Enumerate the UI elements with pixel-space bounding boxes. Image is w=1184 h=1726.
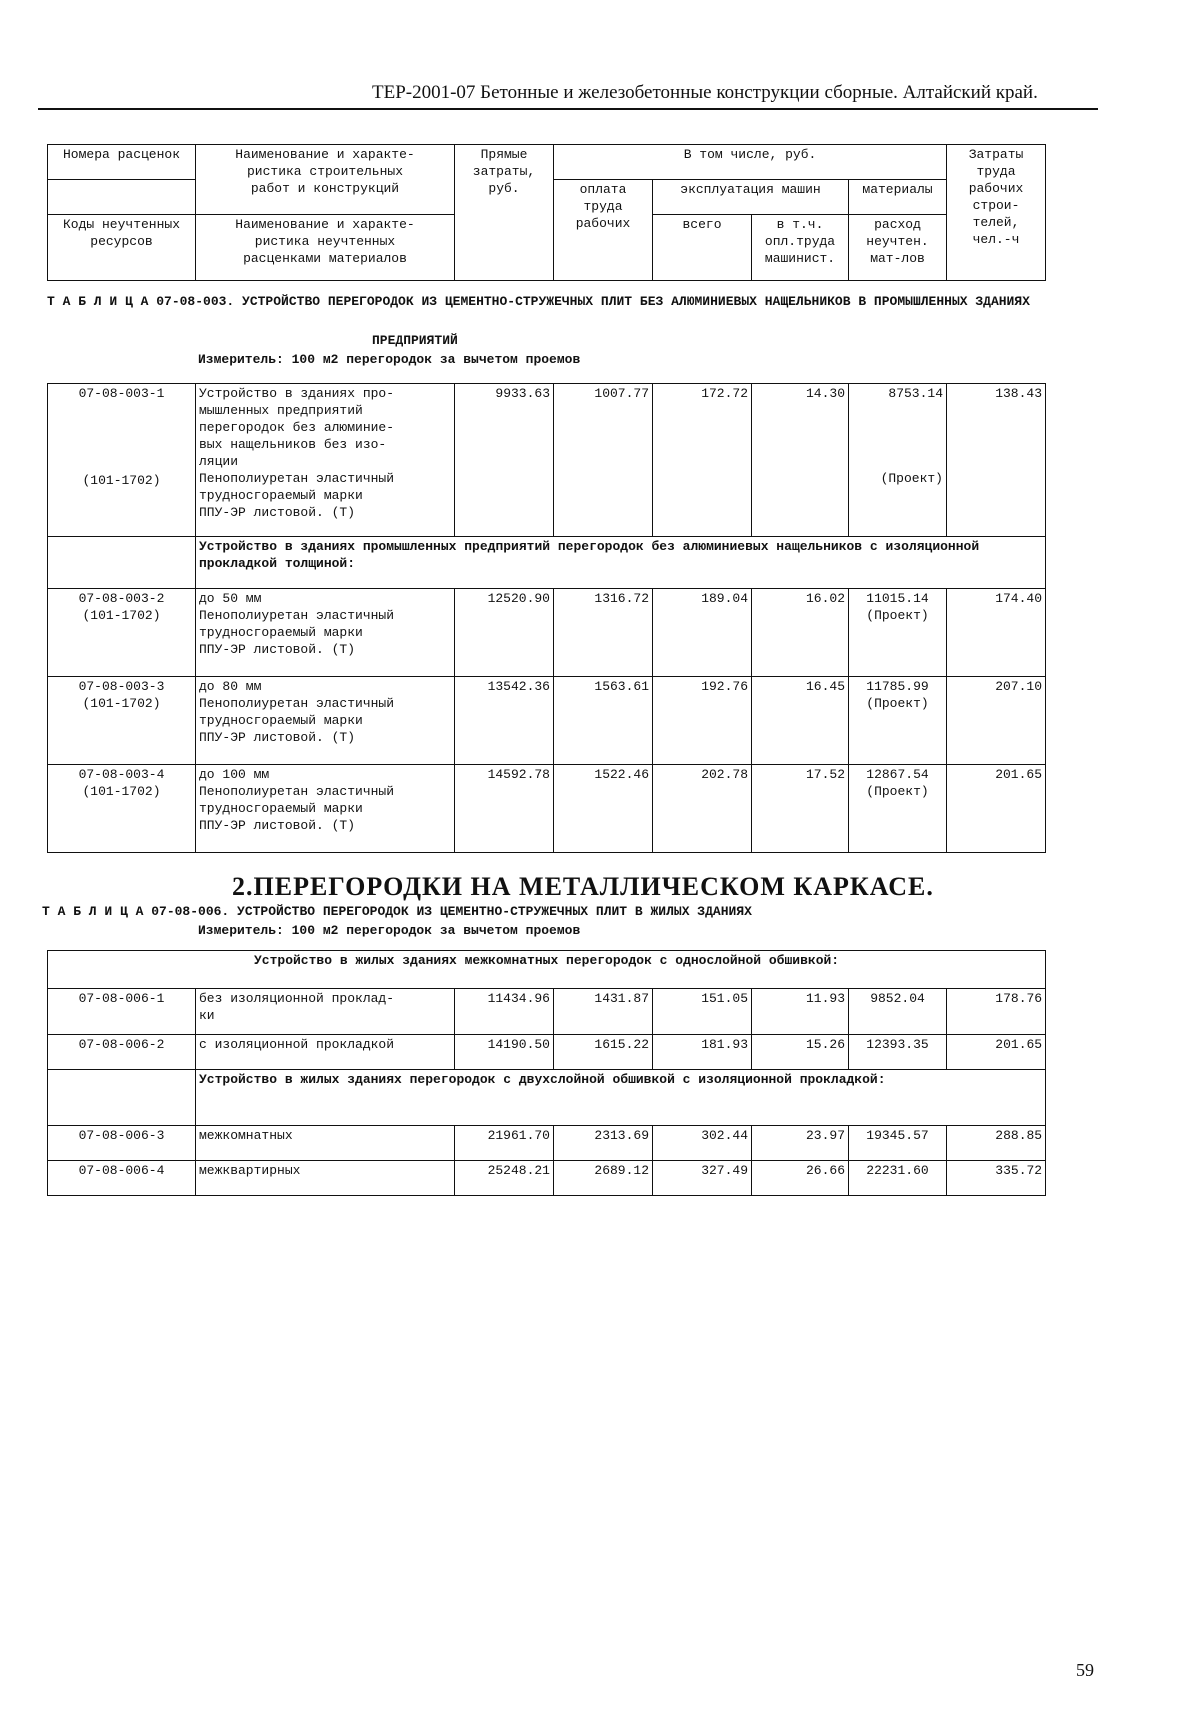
row-pay: 2689.12 [554, 1161, 653, 1196]
row-direct: 21961.70 [455, 1126, 554, 1161]
row-pay: 1007.77 [554, 384, 653, 537]
row-mach-pay: 15.26 [752, 1035, 849, 1070]
row-mach-pay: 23.97 [752, 1126, 849, 1161]
row-mach-pay: 16.45 [752, 677, 849, 765]
row-desc: межкомнатных [196, 1126, 455, 1161]
table-row [48, 989, 1046, 1035]
row-mach-pay: 14.30 [752, 384, 849, 537]
row-labor: 207.10 [947, 677, 1046, 765]
col-mach-total: всего [653, 215, 752, 281]
table2-caption: Т А Б Л И Ц А 07-08-006. УСТРОЙСТВО ПЕРЕГОРОДОК ИЗ ЦЕМЕНТНО-СТРУЖЕЧНЫХ ПЛИТ В ЖИЛЫХ ЗДАНИЯХ [42, 904, 752, 919]
table2-measure: Измеритель: 100 м2 перегородок за вычетом проемов [198, 923, 581, 938]
row-direct: 12520.90 [455, 589, 554, 677]
row-code: 07-08-003-2 [78, 591, 165, 606]
col-machines: эксплуатация машин [653, 180, 849, 215]
row-mach: 189.04 [653, 589, 752, 677]
row-mach: 151.05 [653, 989, 752, 1035]
row-pay: 1522.46 [554, 765, 653, 853]
col-code-bottom: Коды неучтенных ресурсов [48, 215, 196, 281]
row-pay: 1563.61 [554, 677, 653, 765]
row-code: 07-08-003-1 [78, 386, 165, 401]
row-mat-note: (Проект) [866, 696, 929, 711]
row-mach-pay: 16.02 [752, 589, 849, 677]
row-desc: Устройство в зданиях про- мышленных предприятий перегородок без алюминие- вых нащельников без изо- ляции Пенополиуретан эластичный трудносгораемый марки ППУ-ЭР листовой. (Т) [196, 384, 455, 537]
section-title: 2.ПЕРЕГОРОДКИ НА МЕТАЛЛИЧЕСКОМ КАРКАСЕ. [232, 872, 934, 901]
table1-body [47, 383, 1046, 853]
col-materials: материалы [849, 180, 947, 215]
row-resource: (101-1702) [82, 473, 161, 488]
row-direct: 14190.50 [455, 1035, 554, 1070]
row-mach: 192.76 [653, 677, 752, 765]
table2-subheader-1: Устройство в жилых зданиях межкомнатных перегородок с однослойной обшивкой: [48, 951, 1046, 989]
col-code-blank [48, 180, 196, 215]
row-resource: (101-1702) [82, 608, 161, 623]
col-code-top: Номера расценок [48, 145, 196, 180]
column-header-table [47, 144, 1046, 281]
col-name-top: Наименование и характе- ристика строительных работ и конструкций [196, 145, 455, 215]
row-desc: до 50 мм Пенополиуретан эластичный трудносгораемый марки ППУ-ЭР листовой. (Т) [196, 589, 455, 677]
row-labor: 201.65 [947, 1035, 1046, 1070]
row-mat: 11015.14 [866, 591, 929, 606]
row-code: 07-08-006-1 [48, 989, 196, 1035]
table-row [48, 765, 1046, 853]
row-labor: 288.85 [947, 1126, 1046, 1161]
row-pay: 1615.22 [554, 1035, 653, 1070]
row-desc: до 100 мм Пенополиуретан эластичный трудносгораемый марки ППУ-ЭР листовой. (Т) [196, 765, 455, 853]
col-direct: Прямые затраты, руб. [455, 145, 554, 281]
row-code: 07-08-003-4 [78, 767, 165, 782]
row-labor: 201.65 [947, 765, 1046, 853]
table-row [48, 1126, 1046, 1161]
row-mat: 22231.60 [849, 1161, 947, 1196]
row-desc: с изоляционной прокладкой [196, 1035, 455, 1070]
table1-subheader: Устройство в зданиях промышленных предприятий перегородок без алюминиевых нащельников с изоляционной прокладкой толщиной: [196, 537, 1046, 589]
row-mach: 181.93 [653, 1035, 752, 1070]
row-mach: 172.72 [653, 384, 752, 537]
row-mach-pay: 17.52 [752, 765, 849, 853]
row-mat: 12393.35 [849, 1035, 947, 1070]
row-mat-note: (Проект) [866, 784, 929, 799]
col-labor: Затраты труда рабочих строи-телей, чел.-ч [947, 145, 1046, 281]
table1-measure: Измеритель: 100 м2 перегородок за вычетом проемов [198, 352, 581, 367]
row-desc: без изоляционной проклад- ки [196, 989, 455, 1035]
row-labor: 174.40 [947, 589, 1046, 677]
row-mat: 8753.14 [888, 386, 943, 401]
row-mat-note: (Проект) [866, 608, 929, 623]
row-desc: межквартирных [196, 1161, 455, 1196]
row-mat: 11785.99 [866, 679, 929, 694]
row-direct: 25248.21 [455, 1161, 554, 1196]
table1-caption: Т А Б Л И Ц А 07-08-003. УСТРОЙСТВО ПЕРЕГОРОДОК ИЗ ЦЕМЕНТНО-СТРУЖЕЧНЫХ ПЛИТ БЕЗ АЛЮМИНИЕВЫХ НАЩЕЛЬНИКОВ В ПРОМЫШЛЕННЫХ ЗДАНИЯХ [47, 294, 1030, 309]
col-mat-sub: расход неучтен. мат-лов [849, 215, 947, 281]
row-labor: 178.76 [947, 989, 1046, 1035]
table-row [48, 1035, 1046, 1070]
table-row [48, 1161, 1046, 1196]
row-code: 07-08-006-3 [48, 1126, 196, 1161]
table-row [48, 677, 1046, 765]
table-row [48, 589, 1046, 677]
row-mat-note: (Проект) [880, 471, 943, 486]
row-mach: 327.49 [653, 1161, 752, 1196]
row-mach-pay: 26.66 [752, 1161, 849, 1196]
row-mach-pay: 11.93 [752, 989, 849, 1035]
page-number: 59 [1076, 1660, 1094, 1680]
running-header: ТЕР-2001-07 Бетонные и железобетонные конструкции сборные. Алтайский край. [372, 82, 1038, 103]
row-pay: 1431.87 [554, 989, 653, 1035]
col-name-bottom: Наименование и характе- ристика неучтенных расценками материалов [196, 215, 455, 281]
row-direct: 11434.96 [455, 989, 554, 1035]
row-labor: 138.43 [947, 384, 1046, 537]
header-rule [38, 108, 1098, 110]
row-direct: 9933.63 [455, 384, 554, 537]
row-mat: 9852.04 [849, 989, 947, 1035]
row-pay: 2313.69 [554, 1126, 653, 1161]
row-mat: 19345.57 [849, 1126, 947, 1161]
row-resource: (101-1702) [82, 696, 161, 711]
row-direct: 14592.78 [455, 765, 554, 853]
table2-subheader-2: Устройство в жилых зданиях перегородок с двухслойной обшивкой с изоляционной прокладкой: [196, 1070, 1046, 1126]
row-pay: 1316.72 [554, 589, 653, 677]
row-direct: 13542.36 [455, 677, 554, 765]
row-code: 07-08-003-3 [78, 679, 165, 694]
row-mat: 12867.54 [866, 767, 929, 782]
row-resource: (101-1702) [82, 784, 161, 799]
row-mach: 302.44 [653, 1126, 752, 1161]
row-mach: 202.78 [653, 765, 752, 853]
col-incl: В том числе, руб. [554, 145, 947, 180]
row-labor: 335.72 [947, 1161, 1046, 1196]
col-pay: оплата труда рабочих [554, 180, 653, 281]
table-row [48, 384, 1046, 537]
col-mach-pay: в т.ч. опл.труда машинист. [752, 215, 849, 281]
table1-caption2: ПРЕДПРИЯТИЙ [372, 333, 458, 348]
row-desc: до 80 мм Пенополиуретан эластичный трудносгораемый марки ППУ-ЭР листовой. (Т) [196, 677, 455, 765]
row-code: 07-08-006-4 [48, 1161, 196, 1196]
table2-body [47, 950, 1046, 1196]
row-code: 07-08-006-2 [48, 1035, 196, 1070]
